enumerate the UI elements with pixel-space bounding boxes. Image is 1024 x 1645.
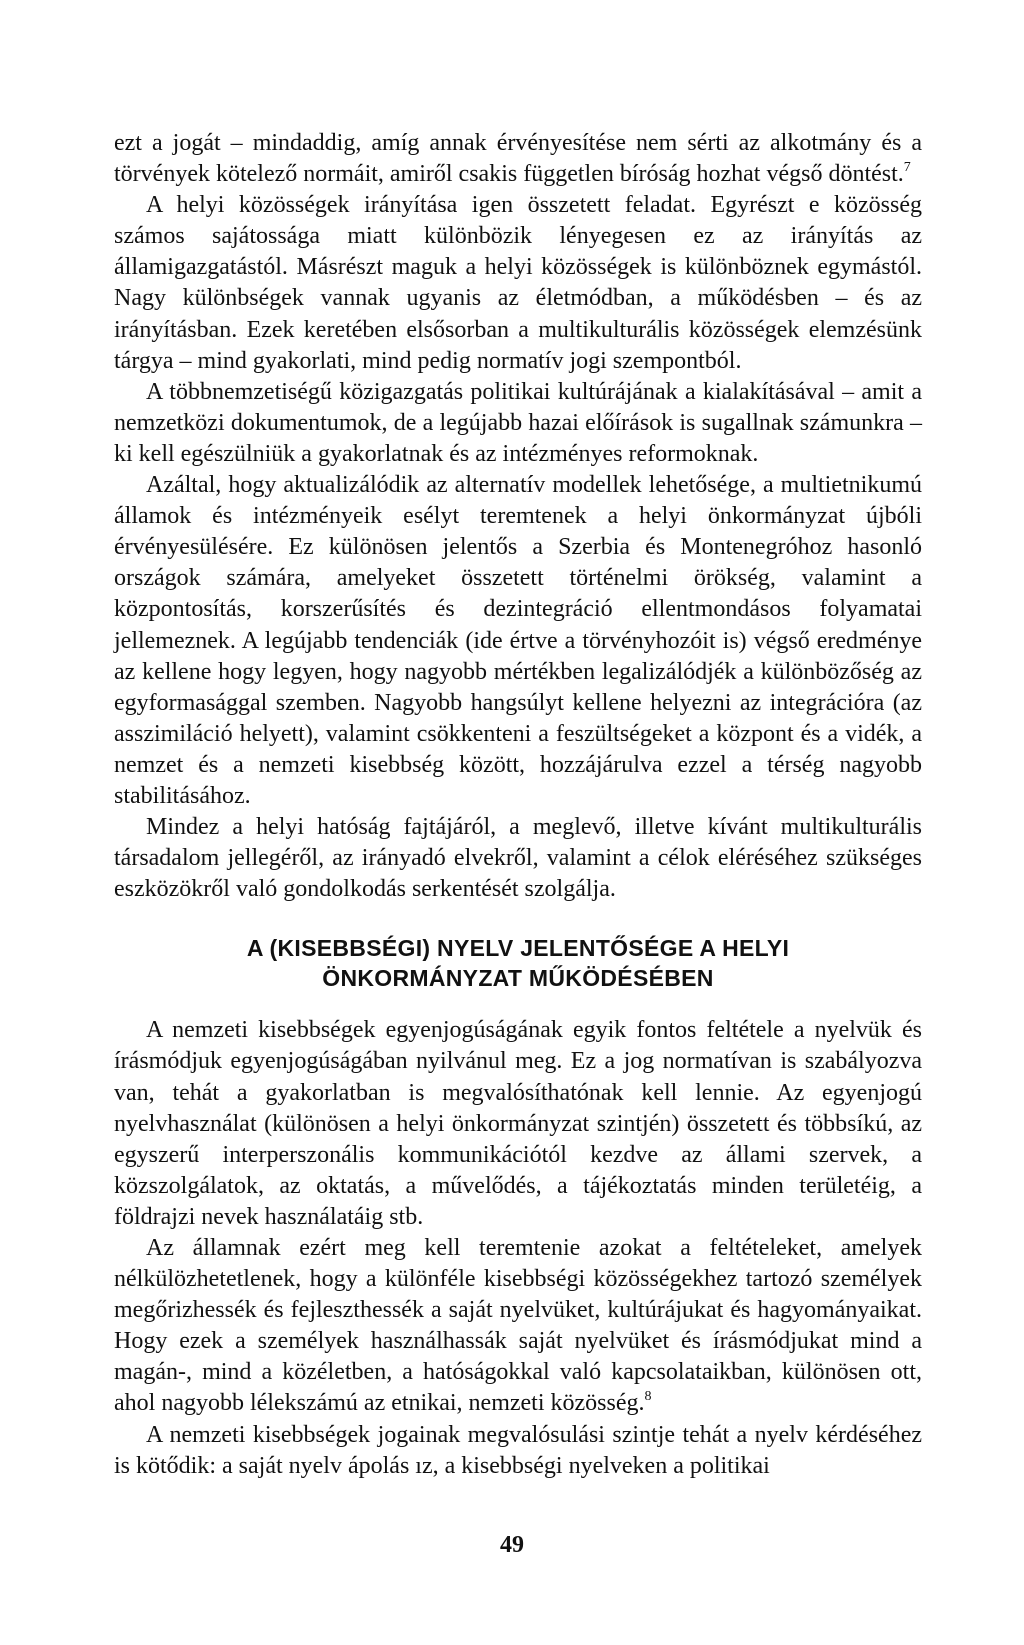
body-paragraph-1 <box>114 128 922 190</box>
section-heading-line-2: ÖNKORMÁNYZAT MŰKÖDÉSÉBEN <box>322 965 714 992</box>
paragraph-text: A nemzeti kisebbségek jogainak megvalósulási szintje tehát a nyelv kérdéséhez is kötődik: a saját nyelv ápolás ız, a kisebbségi nyelveken a politikai <box>114 1421 922 1479</box>
document-page <box>114 128 922 1482</box>
body-paragraph-7 <box>114 1233 922 1420</box>
paragraph-text: Azáltal, hogy aktualizálódik az alternatív modellek lehetősége, a multietnikumú államok és intézményeik esélyt teremtenek a helyi önkormányzat újbóli érvényesülésére. Ez különösen jelentős a Szerbia és Montenegróhoz hasonló országok számára, amelyeket összetett történelmi örökség, valamint a központosítás, korszerűsítés és dezintegráció ellentmondásos folyamatai jellemeznek. A legújabb tendenciák (ide értve a törvényhozóit is) végső eredménye az kellene hogy legyen, hogy nagyobb mértékben legalizálódjék a különbözőség az egyformasággal szemben. Nagyobb hangsúlyt kellene helyezni az integrációra (az asszimiláció helyett), valamint csökkenteni a feszültségeket a központ és a vidék, a nemzet és a nemzeti kisebbség között, hozzájárulva ezzel a térség nagyobb stabilitásához. <box>114 472 922 809</box>
body-paragraph-4 <box>114 470 922 812</box>
paragraph-text: A nemzeti kisebbségek egyenjogúságának egyik fontos feltétele a nyelvük és írásmódjuk egyenjogúságában nyilvánul meg. Ez a jog normatívan is szabályozva van, tehát a gyakorlatban is megvalósíthatónak kell lennie. Az egyenjogú nyelvhasználat (különösen a helyi önkormányzat szintjén) összetett és többsíkú, az egyszerű interperszonális kommunikációtól kezdve az állami szervek, a közszolgálatok, az oktatás, a művelődés, a tájékoztatás minden területéig, a földrajzi nevek használatáig stb. <box>114 1017 922 1230</box>
paragraph-text: ezt a jogát – mindaddig, amíg annak érvényesítése nem sérti az alkotmány és a törvények kötelező normáit, amiről csakis független bíróság hozhat végső döntést. <box>114 130 922 188</box>
section-heading <box>114 933 922 993</box>
section-heading-line-1: A (KISEBBSÉGI) NYELV JELENTŐSÉGE A HELYI <box>246 935 790 962</box>
paragraph-text: Mindez a helyi hatóság fajtájáról, a meglevő, illetve kívánt multikulturális társadalom jellegéről, az irányadó elvekről, valamint a célok eléréséhez szükséges eszközökről való gondolkodás serkentését szolgálja. <box>114 814 922 903</box>
paragraph-text: A helyi közösségek irányítása igen összetett feladat. Egyrészt e közösség számos sajátossága miatt különbözik lényegesen ez az irányítás az államigazgatástól. Másrészt maguk a helyi közösségek is különböznek egymástól. Nagy különbségek vannak ugyanis az életmódban, a működésben – és az irányításban. Ezek keretében elsősorban a multikulturális közösségek elemzésünk tárgya – mind gyakorlati, mind pedig normatív jogi szempontból. <box>114 192 922 374</box>
paragraph-text: Az államnak ezért meg kell teremtenie azokat a feltételeket, amelyek nélkülözhetetlenek, hogy a különféle kisebbségi közösségekhez tartozó személyek megőrizhessék és fejleszthessék a saját nyelvüket, kultúrájukat és hagyományaikat. Hogy ezek a személyek használhassák saját nyelvüket és írásmódjukat mind a magán-, mind a közéletben, a hatóságokkal való kapcsolataikban, különösen ott, ahol nagyobb lélekszámú az etnikai, nemzeti közösség. <box>114 1235 922 1417</box>
body-paragraph-2 <box>114 190 922 377</box>
body-paragraph-5 <box>114 812 922 905</box>
body-paragraph-6 <box>114 1015 922 1233</box>
footnote-marker[interactable]: 7 <box>903 160 911 176</box>
paragraph-text: A többnemzetiségű közigazgatás politikai kultúrájának a kialakításával – amit a nemzetközi dokumentumok, de a legújabb hazai előírások is sugallnak számunkra – ki kell egészülniük a gyakorlatnak és az intézményes reformoknak. <box>114 378 922 467</box>
page-number: 49 <box>500 1532 524 1558</box>
body-paragraph-3 <box>114 377 922 470</box>
body-paragraph-8 <box>114 1420 922 1482</box>
footnote-marker[interactable]: 8 <box>644 1389 652 1405</box>
